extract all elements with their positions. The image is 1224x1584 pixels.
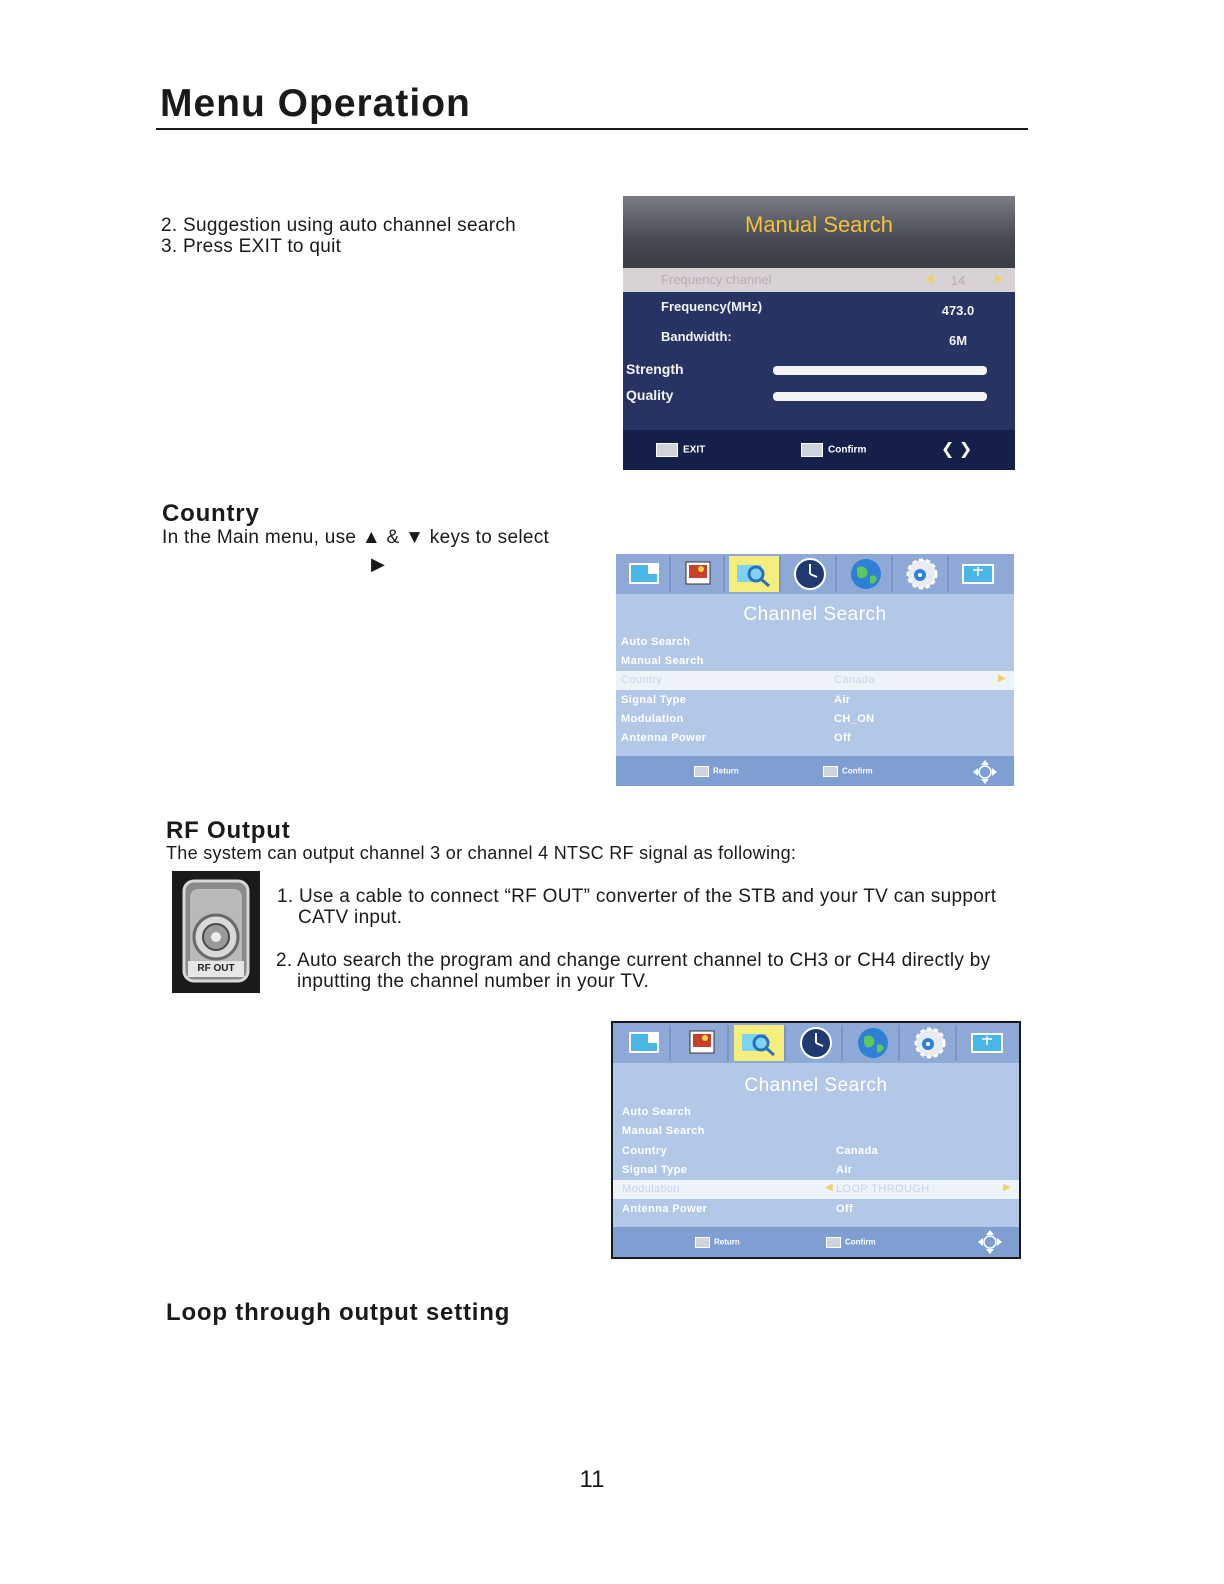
menu-row-manual-search[interactable] (613, 1122, 1019, 1141)
row-label: Auto Search (622, 1106, 692, 1118)
channel-search-icon[interactable] (734, 1025, 786, 1061)
exit-label: EXIT (683, 444, 706, 456)
row-value: CH_ON (834, 713, 875, 725)
intro-step-2: 2. Suggestion using auto channel search (161, 215, 516, 236)
row-label: Modulation (621, 713, 684, 725)
country-text: In the Main menu, use ▲ & ▼ keys to select (162, 527, 550, 548)
row-value: 14 (950, 273, 966, 288)
menu-row-country[interactable] (613, 1142, 1019, 1161)
exit-key-icon (694, 766, 709, 777)
menu-row-signal-type[interactable] (616, 691, 1014, 710)
photo-icon[interactable] (673, 556, 725, 592)
row-value: Off (836, 1203, 854, 1215)
return-hint[interactable] (694, 766, 739, 777)
row-value: 473.0 (941, 303, 975, 318)
row-label: Antenna Power (621, 732, 707, 744)
exit-key-icon (656, 443, 678, 457)
rf-output-intro: The system can output channel 3 or channel 4 NTSC RF signal as following: (166, 843, 797, 863)
row-label: Country (621, 674, 663, 686)
navigation-arrows-icon (977, 1229, 1003, 1255)
manual-search-body (623, 268, 1015, 430)
row-frequency-mhz[interactable] (623, 295, 1015, 319)
rf-step-1-line-2: CATV input. (298, 907, 403, 928)
row-frequency-channel[interactable] (623, 268, 1015, 292)
row-label: Signal Type (621, 694, 687, 706)
manual-search-footer (623, 430, 1015, 470)
confirm-hint[interactable] (823, 766, 873, 777)
page-number: 11 (579, 1466, 605, 1493)
return-hint[interactable] (695, 1237, 740, 1248)
row-label: Auto Search (621, 636, 691, 648)
row-label: Manual Search (621, 655, 704, 667)
rf-step-2-line-2: inputting the channel number in your TV. (297, 971, 650, 992)
arrow-left-icon[interactable]: ◀ (825, 1182, 834, 1193)
row-label: Frequency channel (661, 272, 772, 287)
rf-step-1-line-1: 1. Use a cable to connect “RF OUT” converter of the STB and your TV can support (277, 886, 997, 907)
picture-icon[interactable] (619, 556, 671, 592)
clock-icon[interactable] (791, 1025, 843, 1061)
menu-row-modulation[interactable] (613, 1180, 1019, 1199)
menu-row-modulation[interactable] (616, 710, 1014, 729)
menu-row-country[interactable] (616, 671, 1014, 690)
row-label: Modulation (622, 1183, 680, 1195)
row-value: Canada (836, 1145, 879, 1157)
confirm-hint[interactable] (826, 1237, 876, 1248)
clock-icon[interactable] (785, 556, 837, 592)
confirm-hint[interactable] (801, 443, 866, 457)
settings-icon[interactable] (897, 556, 949, 592)
intro-step-3: 3. Press EXIT to quit (161, 236, 342, 257)
quality-label: Quality (626, 387, 674, 403)
row-value: 6M (948, 333, 968, 348)
manual-search-screen (623, 196, 1015, 470)
ok-key-icon (801, 443, 823, 457)
globe-icon[interactable] (848, 1025, 900, 1061)
navigation-arrows-icon (972, 759, 998, 785)
left-right-arrows-icon: ❮ ❯ (941, 441, 973, 458)
menu-icon-bar (613, 1023, 1019, 1063)
confirm-label: Confirm (842, 766, 873, 776)
rf-step-2-line-1: 2. Auto search the program and change current channel to CH3 or CH4 directly by (276, 950, 991, 971)
channel-search-title: Channel Search (743, 604, 887, 625)
arrow-right-icon[interactable]: ▶ (995, 273, 1004, 285)
return-label: Return (713, 766, 739, 776)
menu-row-auto-search[interactable] (616, 633, 1014, 652)
rf-out-image-label: RF OUT (197, 963, 235, 974)
confirm-label: Confirm (845, 1237, 876, 1247)
row-label: Frequency(MHz) (661, 299, 763, 314)
return-label: Return (714, 1237, 740, 1247)
rf-out-connector-image (172, 871, 260, 993)
screen-icon[interactable] (953, 556, 1003, 592)
page-title: Menu Operation (160, 82, 471, 125)
globe-icon[interactable] (841, 556, 893, 592)
channel-search-footer (613, 1227, 1019, 1257)
channel-search-footer (616, 756, 1014, 786)
row-label: Antenna Power (622, 1203, 708, 1215)
strength-label: Strength (626, 361, 684, 377)
photo-icon[interactable] (677, 1025, 729, 1061)
manual-search-header (623, 196, 1015, 268)
quality-bar (773, 392, 987, 401)
arrow-right-icon[interactable]: ▶ (1003, 1182, 1012, 1193)
row-value: LOOP THROUGH (836, 1183, 930, 1195)
confirm-label: Confirm (828, 444, 867, 456)
ok-key-icon (823, 766, 838, 777)
exit-hint[interactable] (656, 443, 705, 457)
row-value: Canada (834, 674, 875, 686)
row-label: Bandwidth: (661, 329, 732, 344)
channel-search-icon[interactable] (729, 556, 781, 592)
menu-icon-bar (616, 554, 1014, 594)
channel-search-screen-country (616, 554, 1014, 786)
exit-key-icon (695, 1237, 710, 1248)
screen-icon[interactable] (962, 1025, 1012, 1061)
strength-bar (773, 366, 987, 375)
menu-row-manual-search[interactable] (616, 652, 1014, 671)
row-value: Off (834, 732, 852, 744)
country-heading: Country (162, 500, 260, 527)
row-label: Signal Type (622, 1164, 688, 1176)
channel-search-title: Channel Search (744, 1075, 888, 1096)
loop-through-heading: Loop through output setting (166, 1299, 511, 1326)
manual-search-title: Manual Search (745, 212, 893, 237)
ok-key-icon (826, 1237, 841, 1248)
rf-output-heading: RF Output (166, 817, 291, 844)
menu-row-antenna-power[interactable] (616, 729, 1014, 748)
row-bandwidth[interactable] (623, 325, 1015, 349)
row-label: Manual Search (622, 1125, 705, 1137)
row-label: Country (622, 1145, 667, 1157)
arrow-left-icon[interactable]: ◀ (925, 273, 934, 285)
settings-icon[interactable] (905, 1025, 957, 1061)
channel-search-screen-loop-through (611, 1021, 1021, 1259)
row-value: Air (836, 1164, 853, 1176)
arrow-right-icon[interactable]: ▶ (998, 673, 1007, 684)
picture-icon[interactable] (619, 1025, 671, 1061)
menu-row-antenna-power[interactable] (613, 1200, 1019, 1219)
menu-row-auto-search[interactable] (613, 1103, 1019, 1122)
right-arrow-icon: ▶ (371, 554, 385, 574)
row-value: Air (834, 694, 851, 706)
menu-row-signal-type[interactable] (613, 1161, 1019, 1180)
title-divider (156, 128, 1028, 130)
